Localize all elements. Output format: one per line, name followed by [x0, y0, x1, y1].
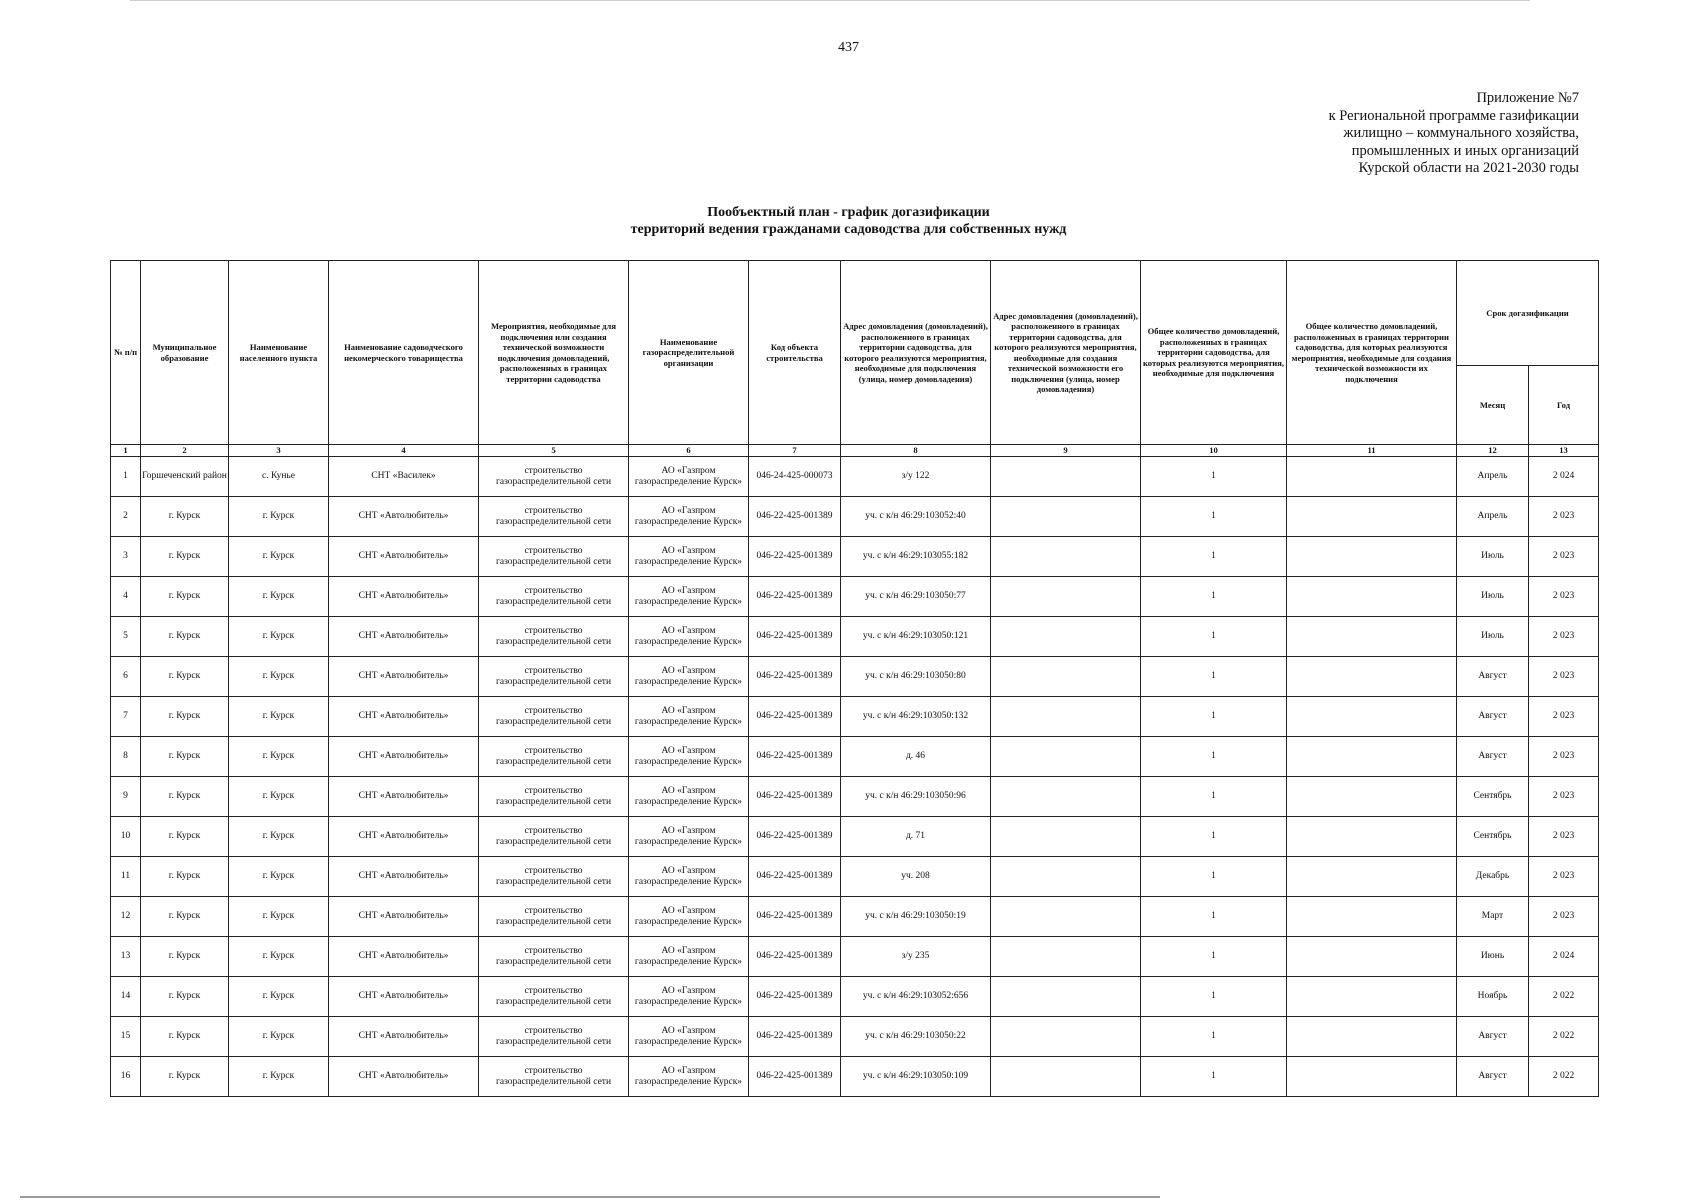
cell-year: 2 022 [1529, 1017, 1599, 1057]
table-row [111, 457, 1599, 497]
cell-partnership: СНТ «Автолюбитель» [329, 697, 479, 737]
cell-partnership: СНТ «Автолюбитель» [329, 1017, 479, 1057]
cell-gas-org: АО «Газпром газораспределение Курск» [629, 457, 749, 497]
column-number: 7 [749, 445, 841, 457]
cell-gas-org: АО «Газпром газораспределение Курск» [629, 777, 749, 817]
cell-settlement: г. Курск [229, 657, 329, 697]
cell-partnership: СНТ «Автолюбитель» [329, 897, 479, 937]
gasification-schedule-table [110, 260, 1599, 1097]
header-year: Год [1529, 366, 1599, 445]
cell-month: Ноябрь [1457, 977, 1529, 1017]
cell-count-capability [1287, 897, 1457, 937]
cell-partnership: СНТ «Автолюбитель» [329, 657, 479, 697]
cell-object-code: 046-22-425-001389 [749, 1057, 841, 1097]
cell-measures: строительство газораспределительной сети [479, 497, 629, 537]
cell-municipality: г. Курск [141, 777, 229, 817]
cell-measures: строительство газораспределительной сети [479, 1017, 629, 1057]
cell-measures: строительство газораспределительной сети [479, 937, 629, 977]
cell-municipality: г. Курск [141, 897, 229, 937]
cell-object-code: 046-22-425-001389 [749, 617, 841, 657]
cell-count-capability [1287, 737, 1457, 777]
cell-object-code: 046-22-425-001389 [749, 1017, 841, 1057]
table-row [111, 537, 1599, 577]
cell-count-connect: 1 [1141, 497, 1287, 537]
cell-address-connect: уч. с к/н 46:29:103052:656 [841, 977, 991, 1017]
header-object-code: Код объекта строительства [749, 261, 841, 445]
title-line: Пообъектный план - график догазификации [707, 205, 990, 220]
header-deadline: Срок догазификации [1457, 261, 1599, 366]
cell-number: 11 [111, 857, 141, 897]
cell-address-capability [991, 577, 1141, 617]
cell-count-capability [1287, 657, 1457, 697]
cell-municipality: г. Курск [141, 497, 229, 537]
cell-year: 2 023 [1529, 537, 1599, 577]
cell-month: Апрель [1457, 457, 1529, 497]
header-municipality: Муниципальное образование [141, 261, 229, 445]
cell-number: 14 [111, 977, 141, 1017]
cell-measures: строительство газораспределительной сети [479, 537, 629, 577]
cell-measures: строительство газораспределительной сети [479, 617, 629, 657]
column-number-row [111, 445, 1599, 457]
column-number: 12 [1457, 445, 1529, 457]
table-row [111, 857, 1599, 897]
cell-count-capability [1287, 1057, 1457, 1097]
cell-count-capability [1287, 857, 1457, 897]
cell-municipality: г. Курск [141, 817, 229, 857]
cell-address-connect: уч. с к/н 46:29:103050:132 [841, 697, 991, 737]
cell-year: 2 022 [1529, 1057, 1599, 1097]
cell-partnership: СНТ «Автолюбитель» [329, 817, 479, 857]
cell-measures: строительство газораспределительной сети [479, 697, 629, 737]
cell-address-connect: уч. 208 [841, 857, 991, 897]
cell-address-connect: д. 46 [841, 737, 991, 777]
cell-count-capability [1287, 937, 1457, 977]
cell-settlement: г. Курск [229, 1017, 329, 1057]
header-num: № п/п [111, 261, 141, 445]
cell-settlement: г. Курск [229, 497, 329, 537]
table-row [111, 737, 1599, 777]
cell-gas-org: АО «Газпром газораспределение Курск» [629, 817, 749, 857]
cell-gas-org: АО «Газпром газораспределение Курск» [629, 737, 749, 777]
cell-count-capability [1287, 1017, 1457, 1057]
cell-year: 2 024 [1529, 457, 1599, 497]
cell-object-code: 046-22-425-001389 [749, 937, 841, 977]
cell-settlement: с. Кунье [229, 457, 329, 497]
cell-gas-org: АО «Газпром газораспределение Курск» [629, 697, 749, 737]
cell-year: 2 023 [1529, 897, 1599, 937]
table-row [111, 977, 1599, 1017]
cell-gas-org: АО «Газпром газораспределение Курск» [629, 577, 749, 617]
cell-measures: строительство газораспределительной сети [479, 457, 629, 497]
cell-object-code: 046-22-425-001389 [749, 497, 841, 537]
header-row [111, 261, 1599, 366]
scan-edge-bottom [20, 1196, 1160, 1198]
cell-year: 2 023 [1529, 657, 1599, 697]
cell-year: 2 022 [1529, 977, 1599, 1017]
cell-year: 2 023 [1529, 617, 1599, 657]
cell-address-connect: д. 71 [841, 817, 991, 857]
cell-gas-org: АО «Газпром газораспределение Курск» [629, 497, 749, 537]
cell-year: 2 023 [1529, 497, 1599, 537]
cell-address-capability [991, 1017, 1141, 1057]
cell-number: 8 [111, 737, 141, 777]
cell-partnership: СНТ «Автолюбитель» [329, 577, 479, 617]
cell-municipality: г. Курск [141, 937, 229, 977]
appendix-line: к Региональной программе газификации [1328, 107, 1579, 124]
cell-partnership: СНТ «Автолюбитель» [329, 1057, 479, 1097]
header-address-connect: Адрес домовладения (домовладений), расположенного в границах территории садоводства, для которого реализуются мероприятия, необходимые для подключения (улица, номер домовладения) [841, 261, 991, 445]
cell-month: Август [1457, 657, 1529, 697]
cell-count-connect: 1 [1141, 697, 1287, 737]
cell-month: Август [1457, 1057, 1529, 1097]
cell-gas-org: АО «Газпром газораспределение Курск» [629, 977, 749, 1017]
cell-address-connect: уч. с к/н 46:29:103050:121 [841, 617, 991, 657]
table-row [111, 937, 1599, 977]
cell-count-connect: 1 [1141, 577, 1287, 617]
cell-count-connect: 1 [1141, 737, 1287, 777]
cell-partnership: СНТ «Автолюбитель» [329, 737, 479, 777]
cell-year: 2 023 [1529, 857, 1599, 897]
cell-year: 2 023 [1529, 817, 1599, 857]
cell-month: Август [1457, 1017, 1529, 1057]
cell-number: 15 [111, 1017, 141, 1057]
cell-address-connect: уч. с к/н 46:29:103050:109 [841, 1057, 991, 1097]
column-number: 4 [329, 445, 479, 457]
document-title [0, 204, 1697, 238]
cell-gas-org: АО «Газпром газораспределение Курск» [629, 897, 749, 937]
appendix-line: Приложение №7 [1476, 90, 1579, 106]
cell-address-capability [991, 777, 1141, 817]
cell-count-capability [1287, 577, 1457, 617]
cell-gas-org: АО «Газпром газораспределение Курск» [629, 937, 749, 977]
cell-partnership: СНТ «Автолюбитель» [329, 537, 479, 577]
cell-address-capability [991, 897, 1141, 937]
cell-month: Июль [1457, 577, 1529, 617]
cell-address-connect: уч. с к/н 46:29:103050:19 [841, 897, 991, 937]
cell-settlement: г. Курск [229, 697, 329, 737]
cell-number: 3 [111, 537, 141, 577]
cell-municipality: г. Курск [141, 697, 229, 737]
column-number: 6 [629, 445, 749, 457]
cell-address-connect: уч. с к/н 46:29:103055:182 [841, 537, 991, 577]
cell-settlement: г. Курск [229, 617, 329, 657]
table-body [111, 457, 1599, 1097]
cell-partnership: СНТ «Василек» [329, 457, 479, 497]
cell-number: 1 [111, 457, 141, 497]
cell-count-capability [1287, 817, 1457, 857]
cell-partnership: СНТ «Автолюбитель» [329, 497, 479, 537]
cell-month: Июль [1457, 617, 1529, 657]
cell-municipality: г. Курск [141, 1057, 229, 1097]
cell-municipality: г. Курск [141, 657, 229, 697]
table-row [111, 1017, 1599, 1057]
cell-address-capability [991, 617, 1141, 657]
cell-settlement: г. Курск [229, 577, 329, 617]
cell-object-code: 046-22-425-001389 [749, 897, 841, 937]
cell-address-capability [991, 497, 1141, 537]
header-settlement: Наименование населенного пункта [229, 261, 329, 445]
cell-object-code: 046-22-425-001389 [749, 857, 841, 897]
cell-address-connect: уч. с к/н 46:29:103050:22 [841, 1017, 991, 1057]
cell-year: 2 023 [1529, 697, 1599, 737]
table-row [111, 577, 1599, 617]
cell-address-capability [991, 657, 1141, 697]
cell-count-connect: 1 [1141, 937, 1287, 977]
cell-municipality: г. Курск [141, 617, 229, 657]
appendix-line: Курской области на 2021-2030 годы [1358, 160, 1579, 176]
cell-partnership: СНТ «Автолюбитель» [329, 777, 479, 817]
cell-measures: строительство газораспределительной сети [479, 657, 629, 697]
cell-address-capability [991, 937, 1141, 977]
cell-year: 2 023 [1529, 737, 1599, 777]
table-row [111, 617, 1599, 657]
header-count-connect: Общее количество домовладений, расположенных в границах территории садоводства, для которых реализуются мероприятия, необходимые для подключения [1141, 261, 1287, 445]
cell-number: 7 [111, 697, 141, 737]
cell-settlement: г. Курск [229, 777, 329, 817]
cell-number: 10 [111, 817, 141, 857]
cell-count-connect: 1 [1141, 897, 1287, 937]
table-row [111, 1057, 1599, 1097]
cell-count-connect: 1 [1141, 1057, 1287, 1097]
cell-measures: строительство газораспределительной сети [479, 817, 629, 857]
appendix-line: жилищно – коммунального хозяйства, [1343, 125, 1579, 141]
cell-count-connect: 1 [1141, 777, 1287, 817]
column-number: 10 [1141, 445, 1287, 457]
header-partnership: Наименование садоводческого некомерческого товарищества [329, 261, 479, 445]
cell-number: 12 [111, 897, 141, 937]
cell-municipality: Горшеченский район [141, 457, 229, 497]
header-gas-org: Наименование газораспределительной организации [629, 261, 749, 445]
cell-object-code: 046-24-425-000073 [749, 457, 841, 497]
cell-partnership: СНТ «Автолюбитель» [329, 977, 479, 1017]
cell-month: Август [1457, 737, 1529, 777]
cell-count-capability [1287, 777, 1457, 817]
cell-count-capability [1287, 697, 1457, 737]
cell-municipality: г. Курск [141, 857, 229, 897]
cell-address-connect: з/у 235 [841, 937, 991, 977]
cell-year: 2 024 [1529, 937, 1599, 977]
cell-count-connect: 1 [1141, 857, 1287, 897]
appendix-line: промышленных и иных организаций [1351, 142, 1579, 159]
cell-count-connect: 1 [1141, 657, 1287, 697]
cell-measures: строительство газораспределительной сети [479, 857, 629, 897]
table-row [111, 897, 1599, 937]
cell-object-code: 046-22-425-001389 [749, 817, 841, 857]
cell-month: Апрель [1457, 497, 1529, 537]
cell-number: 6 [111, 657, 141, 697]
cell-count-connect: 1 [1141, 817, 1287, 857]
cell-month: Сентябрь [1457, 817, 1529, 857]
cell-address-capability [991, 1057, 1141, 1097]
cell-number: 13 [111, 937, 141, 977]
header-count-capability: Общее количество домовладений, расположенных в границах территории садоводства, для которых реализуются мероприятия, необходимые для создания технической возможности их подключения [1287, 261, 1457, 445]
cell-municipality: г. Курск [141, 577, 229, 617]
cell-address-capability [991, 977, 1141, 1017]
cell-measures: строительство газораспределительной сети [479, 977, 629, 1017]
header-month: Месяц [1457, 366, 1529, 445]
cell-address-capability [991, 857, 1141, 897]
cell-measures: строительство газораспределительной сети [479, 777, 629, 817]
cell-municipality: г. Курск [141, 737, 229, 777]
cell-gas-org: АО «Газпром газораспределение Курск» [629, 617, 749, 657]
table-row [111, 817, 1599, 857]
cell-month: Июль [1457, 537, 1529, 577]
column-number: 1 [111, 445, 141, 457]
cell-partnership: СНТ «Автолюбитель» [329, 617, 479, 657]
cell-address-connect: уч. с к/н 46:29:103050:80 [841, 657, 991, 697]
cell-settlement: г. Курск [229, 937, 329, 977]
cell-number: 4 [111, 577, 141, 617]
cell-address-capability [991, 737, 1141, 777]
title-line: территорий ведения гражданами садоводства для собственных нужд [630, 222, 1067, 237]
cell-year: 2 023 [1529, 777, 1599, 817]
cell-gas-org: АО «Газпром газораспределение Курск» [629, 657, 749, 697]
cell-month: Март [1457, 897, 1529, 937]
cell-settlement: г. Курск [229, 1057, 329, 1097]
cell-month: Сентябрь [1457, 777, 1529, 817]
cell-address-connect: уч. с к/н 46:29:103052:40 [841, 497, 991, 537]
cell-object-code: 046-22-425-001389 [749, 737, 841, 777]
cell-address-capability [991, 817, 1141, 857]
column-number: 8 [841, 445, 991, 457]
appendix-note [1159, 90, 1579, 178]
cell-address-connect: з/у 122 [841, 457, 991, 497]
cell-count-connect: 1 [1141, 1017, 1287, 1057]
column-number: 9 [991, 445, 1141, 457]
cell-measures: строительство газораспределительной сети [479, 577, 629, 617]
cell-settlement: г. Курск [229, 537, 329, 577]
cell-count-connect: 1 [1141, 977, 1287, 1017]
cell-measures: строительство газораспределительной сети [479, 737, 629, 777]
cell-count-capability [1287, 497, 1457, 537]
table-row [111, 657, 1599, 697]
cell-number: 5 [111, 617, 141, 657]
cell-measures: строительство газораспределительной сети [479, 897, 629, 937]
cell-address-connect: уч. с к/н 46:29:103050:77 [841, 577, 991, 617]
cell-partnership: СНТ «Автолюбитель» [329, 937, 479, 977]
cell-municipality: г. Курск [141, 977, 229, 1017]
cell-gas-org: АО «Газпром газораспределение Курск» [629, 537, 749, 577]
column-number: 11 [1287, 445, 1457, 457]
cell-municipality: г. Курск [141, 1017, 229, 1057]
cell-count-connect: 1 [1141, 617, 1287, 657]
cell-gas-org: АО «Газпром газораспределение Курск» [629, 1057, 749, 1097]
cell-address-capability [991, 537, 1141, 577]
cell-settlement: г. Курск [229, 817, 329, 857]
cell-gas-org: АО «Газпром газораспределение Курск» [629, 857, 749, 897]
cell-count-capability [1287, 977, 1457, 1017]
table-row [111, 697, 1599, 737]
cell-settlement: г. Курск [229, 977, 329, 1017]
cell-object-code: 046-22-425-001389 [749, 977, 841, 1017]
column-number: 3 [229, 445, 329, 457]
cell-address-capability [991, 697, 1141, 737]
cell-count-capability [1287, 617, 1457, 657]
table-row [111, 777, 1599, 817]
cell-settlement: г. Курск [229, 737, 329, 777]
cell-count-capability [1287, 537, 1457, 577]
cell-gas-org: АО «Газпром газораспределение Курск» [629, 1017, 749, 1057]
scan-edge-top [130, 0, 1530, 1]
header-measures: Мероприятия, необходимые для подключения или создания технической возможности подключения домовладений, расположенных в границах территории садоводства [479, 261, 629, 445]
cell-object-code: 046-22-425-001389 [749, 777, 841, 817]
column-number: 5 [479, 445, 629, 457]
cell-object-code: 046-22-425-001389 [749, 657, 841, 697]
cell-settlement: г. Курск [229, 857, 329, 897]
cell-address-capability [991, 457, 1141, 497]
cell-address-connect: уч. с к/н 46:29:103050:96 [841, 777, 991, 817]
cell-measures: строительство газораспределительной сети [479, 1057, 629, 1097]
table-row [111, 497, 1599, 537]
cell-month: Август [1457, 697, 1529, 737]
cell-month: Июнь [1457, 937, 1529, 977]
cell-number: 2 [111, 497, 141, 537]
column-number: 2 [141, 445, 229, 457]
cell-number: 9 [111, 777, 141, 817]
cell-partnership: СНТ «Автолюбитель» [329, 857, 479, 897]
cell-month: Декабрь [1457, 857, 1529, 897]
page-number: 437 [838, 40, 859, 55]
header-address-capability: Адрес домовладения (домовладений), расположенного в границах территории садоводства, для которого реализуются мероприятия, необходимые для создания технической возможности его подключения (улица, номер домовладения) [991, 261, 1141, 445]
column-number: 13 [1529, 445, 1599, 457]
cell-count-connect: 1 [1141, 457, 1287, 497]
cell-settlement: г. Курск [229, 897, 329, 937]
cell-object-code: 046-22-425-001389 [749, 697, 841, 737]
cell-count-connect: 1 [1141, 537, 1287, 577]
cell-number: 16 [111, 1057, 141, 1097]
cell-object-code: 046-22-425-001389 [749, 577, 841, 617]
cell-municipality: г. Курск [141, 537, 229, 577]
cell-count-capability [1287, 457, 1457, 497]
cell-year: 2 023 [1529, 577, 1599, 617]
cell-object-code: 046-22-425-001389 [749, 537, 841, 577]
